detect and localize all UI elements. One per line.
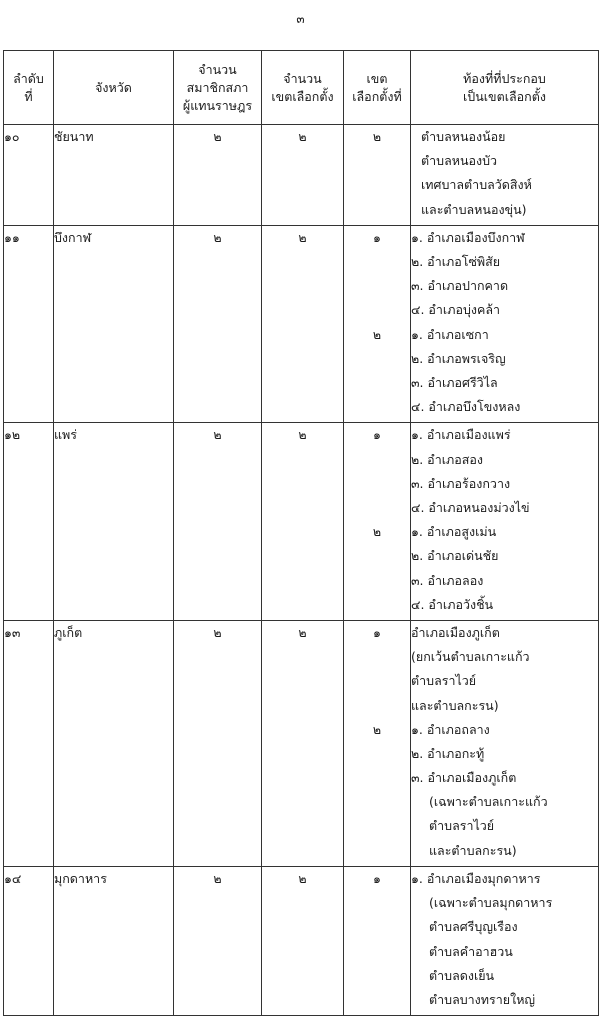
area-line: ๑. อำเภอเมืองมุกดาหาร xyxy=(411,870,541,886)
header-members xyxy=(174,51,262,125)
header-province xyxy=(54,51,174,125)
header-no xyxy=(4,51,54,125)
district-number-cell xyxy=(344,225,411,423)
header-line: จังหวัด xyxy=(95,79,132,95)
area-line: ตำบลศรีบุญเรือง xyxy=(429,919,518,935)
district-number: ๑ xyxy=(373,229,381,245)
province-name xyxy=(54,225,174,423)
district-number xyxy=(344,742,410,766)
district-number-cell xyxy=(344,125,411,226)
row-number xyxy=(4,125,54,226)
area-line: ตำบลราไวย์ xyxy=(429,818,495,834)
district-count xyxy=(262,125,344,226)
district-number xyxy=(344,593,410,617)
area-line: ๒. อำเภอพรเจริญ xyxy=(411,350,506,366)
row-number-text: ๑๔ xyxy=(4,870,22,886)
district-number xyxy=(344,274,410,298)
page-number: ๓ xyxy=(296,12,305,26)
member-count xyxy=(174,620,262,866)
electoral-district-table xyxy=(3,50,599,1016)
area-line: ๓. อำเภอร้องกวาง xyxy=(411,475,511,491)
header-line: เป็นเขตเลือกตั้ง xyxy=(463,88,546,104)
district-number xyxy=(344,988,410,1012)
district-number xyxy=(344,839,410,863)
area-cell xyxy=(411,125,599,226)
member-count-text: ๒ xyxy=(213,870,222,886)
province-name-text: ชัยนาท xyxy=(54,129,94,144)
member-count-text: ๒ xyxy=(213,624,222,640)
district-number xyxy=(344,891,410,915)
area-line: ๔. อำเภอหนองม่วงไข่ xyxy=(411,499,530,515)
header-line: เขต xyxy=(366,70,388,86)
area-line: ๔. อำเภอบุ่งคล้า xyxy=(411,302,501,318)
district-count xyxy=(262,423,344,621)
row-number xyxy=(4,225,54,423)
table-row xyxy=(4,620,599,866)
district-count-text: ๒ xyxy=(298,624,307,640)
district-number: ๒ xyxy=(372,721,382,737)
district-count-text: ๒ xyxy=(298,870,307,886)
area-line: ๑. อำเภอเมืองแพร่ xyxy=(411,427,511,443)
member-count xyxy=(174,125,262,226)
area-line: ๑. อำเภอสูงเม่น xyxy=(411,524,497,540)
province-name-text: บึงกาฬ xyxy=(54,229,92,245)
area-line: ๒. อำเภอโซ่พิสัย xyxy=(411,253,501,269)
area-cell xyxy=(411,620,599,866)
district-count xyxy=(262,866,344,1015)
district-number xyxy=(344,448,410,472)
header-line: เลือกตั้งที่ xyxy=(352,88,402,104)
member-count xyxy=(174,423,262,621)
province-name xyxy=(54,620,174,866)
table-row xyxy=(4,866,599,1015)
area-line: ๒. อำเภอเด่นชัย xyxy=(411,548,499,564)
area-line: ๑. อำเภอถลาง xyxy=(411,721,490,737)
area-cell xyxy=(411,225,599,423)
area-line: เทศบาลตำบลวัดสิงห์ xyxy=(421,177,532,193)
area-line: ๒. อำเภอสอง xyxy=(411,451,483,467)
row-number xyxy=(4,423,54,621)
district-number: ๑ xyxy=(373,624,381,640)
district-number-cell xyxy=(344,423,411,621)
district-number xyxy=(344,940,410,964)
province-name-text: แพร่ xyxy=(54,427,78,443)
district-number xyxy=(344,149,410,173)
header-line: ลำดับ xyxy=(13,70,44,86)
area-line: (เฉพาะตำบลเกาะแก้ว xyxy=(429,794,548,810)
area-line: ตำบลคำอาฮวน xyxy=(429,943,513,959)
header-area xyxy=(411,51,599,125)
district-number xyxy=(344,250,410,274)
district-number xyxy=(344,669,410,693)
area-line: ๓. อำเภอปากคาด xyxy=(411,278,509,294)
member-count-text: ๒ xyxy=(213,129,222,144)
area-line: (เฉพาะตำบลมุกดาหาร xyxy=(429,895,553,911)
header-line: สมาชิกสภา xyxy=(186,79,249,95)
area-line: ตำบลดงเย็น xyxy=(429,967,495,983)
area-line: ๓. อำเภอศรีวิไล xyxy=(411,374,498,390)
district-count-text: ๒ xyxy=(298,229,307,245)
area-cell xyxy=(411,423,599,621)
district-number xyxy=(344,371,410,395)
row-number-text: ๑๑ xyxy=(4,229,20,245)
district-number xyxy=(344,964,410,988)
row-number xyxy=(4,866,54,1015)
district-count-text: ๒ xyxy=(298,129,307,144)
header-line: จำนวน xyxy=(283,70,322,86)
table-header-row xyxy=(4,51,599,125)
district-number xyxy=(344,790,410,814)
row-number xyxy=(4,620,54,866)
area-line: และตำบลหนองขุ่น) xyxy=(421,201,527,217)
area-line: และตำบลกะรน) xyxy=(411,697,499,713)
area-line: ตำบลบางทรายใหญ่ xyxy=(429,991,536,1007)
district-number xyxy=(344,645,410,669)
district-number xyxy=(344,766,410,790)
district-number xyxy=(344,915,410,939)
header-districts-count xyxy=(262,51,344,125)
area-line: ๓. อำเภอลอง xyxy=(411,572,484,588)
district-number xyxy=(344,496,410,520)
district-number: ๑ xyxy=(373,427,381,443)
row-number-text: ๑๒ xyxy=(4,427,21,443)
area-line: ๑. อำเภอเซกา xyxy=(411,326,489,342)
area-line: (ยกเว้นตำบลเกาะแก้ว xyxy=(411,649,530,665)
district-number-cell xyxy=(344,620,411,866)
area-line: ๒. อำเภอกะทู้ xyxy=(411,745,485,761)
header-line: ท้องที่ที่ประกอบ xyxy=(463,70,546,86)
district-count-text: ๒ xyxy=(298,427,307,443)
table-row xyxy=(4,225,599,423)
district-number: ๒ xyxy=(372,326,382,342)
row-number-text: ๑๓ xyxy=(4,624,21,640)
header-line: ที่ xyxy=(24,88,33,104)
member-count xyxy=(174,866,262,1015)
header-line: ผู้แทนราษฎร xyxy=(182,97,253,113)
header-line: จำนวน xyxy=(198,61,237,77)
province-name xyxy=(54,423,174,621)
area-line: และตำบลกะรน) xyxy=(429,842,517,858)
area-line: ๓. อำเภอเมืองภูเก็ต xyxy=(411,770,517,786)
member-count-text: ๒ xyxy=(213,427,222,443)
district-number xyxy=(344,347,410,371)
district-number xyxy=(344,173,410,197)
area-line: ตำบลราไวย์ xyxy=(411,673,477,689)
area-line: อำเภอเมืองภูเก็ต xyxy=(411,624,500,640)
district-number xyxy=(344,198,410,222)
province-name-text: ภูเก็ต xyxy=(54,624,83,640)
district-number xyxy=(344,569,410,593)
district-number xyxy=(344,694,410,718)
province-name xyxy=(54,125,174,226)
district-number: ๒ xyxy=(372,129,382,144)
member-count-text: ๒ xyxy=(213,229,222,245)
district-number xyxy=(344,395,410,419)
header-district-no xyxy=(344,51,411,125)
district-number xyxy=(344,814,410,838)
district-count xyxy=(262,620,344,866)
district-number xyxy=(344,544,410,568)
area-line: ตำบลหนองบัว xyxy=(421,153,498,169)
area-line: ตำบลหนองน้อย xyxy=(421,129,506,144)
area-line: ๔. อำเภอบึงโขงหลง xyxy=(411,399,521,415)
district-count xyxy=(262,225,344,423)
district-number: ๑ xyxy=(373,870,381,886)
row-number-text: ๑๐ xyxy=(4,129,20,144)
district-number xyxy=(344,298,410,322)
area-line: ๑. อำเภอเมืองบึงกาฬ xyxy=(411,229,525,245)
district-number-cell xyxy=(344,866,411,1015)
table-row xyxy=(4,125,599,226)
district-number xyxy=(344,472,410,496)
province-name xyxy=(54,866,174,1015)
area-line: ๔. อำเภอวังชิ้น xyxy=(411,596,494,612)
member-count xyxy=(174,225,262,423)
district-number: ๒ xyxy=(372,524,382,540)
table-row xyxy=(4,423,599,621)
header-line: เขตเลือกตั้ง xyxy=(271,88,334,104)
area-cell xyxy=(411,866,599,1015)
province-name-text: มุกดาหาร xyxy=(54,870,107,886)
